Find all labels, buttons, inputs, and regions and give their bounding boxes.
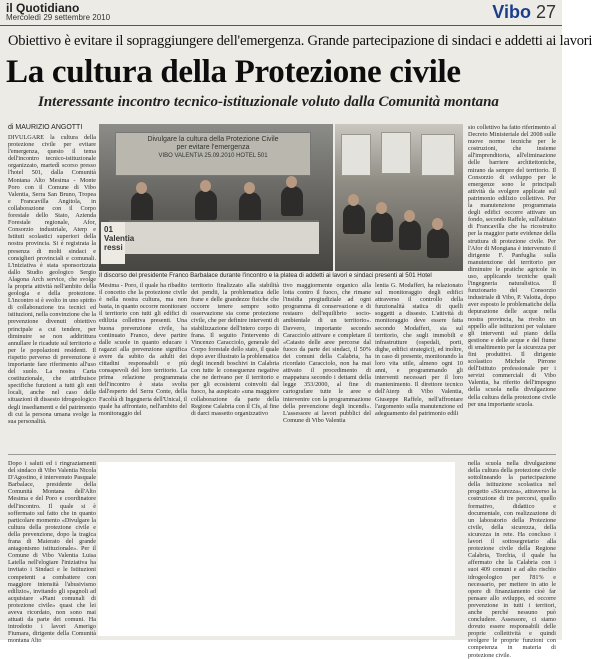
speaker-head-2 bbox=[200, 180, 211, 192]
photo-speaker-panel bbox=[99, 124, 333, 271]
section-divider bbox=[8, 454, 556, 455]
event-banner bbox=[115, 132, 311, 176]
audience-head-3 bbox=[404, 210, 415, 222]
article-column-2: Mesima - Poro, il quale ha ribadito il concetto che la protezione civile è nella nostra cultura, ma non basta, in quanto occorre monitorare il territorio con tutti gli edifici di edilizia collettiva presenti. Una buona prevenzione civile, ha continuato Franco, deve partire dalle scuole in quanto educare i ragazzi alla prevenzione significa avere da subito da adulti dei cittadini responsabili e più consapevoli del loro territorio. La prima relazione programmata dell'incontro è stata svolta dall'esperto del Serra Conte, della Facoltà di Ingegneria dell'Unical, il quale ha affrontato, nell'ambito del monitoraggio del bbox=[99, 282, 187, 417]
speaker-figure-3 bbox=[239, 192, 261, 222]
audience-head-2 bbox=[376, 202, 387, 214]
issue-date: Mercoledì 29 settembre 2010 bbox=[6, 13, 111, 22]
window-3 bbox=[421, 134, 455, 176]
blank-area bbox=[98, 462, 455, 636]
banner-line-2: per evitare l'emergenza bbox=[176, 144, 250, 151]
article-overline: Obiettivo è evitare il sopraggiungere dell'emergenza. Grande partecipazione di sindaci e addetti ai lavori bbox=[8, 33, 592, 49]
speaker-figure-1 bbox=[131, 192, 153, 222]
article-column-right-top: sio collettivo ha fatto riferimento al Decreto Ministeriale del 2008 sulle nuove norme tecniche per le costruzioni, che insieme all'imprenditoria, all'eliminazione delle barriere architettoniche, mirano da sempre del territorio. Il Consorzio di sviluppo per le emergenze sono le principali attività da svolgere applicate sul patrimonio edilizio collettivo. Per la manutenzione programmata degli edifici occorre attivare un fondo, secondo Raffele, sull'abitato di Francavilla che ha ricostruito per la maggior parte evidenze della struttura di protezione civile. Per l'Afor di Mongiana è intervenuto il dirigente F. Panfuglia sulla manutenzione del territorio per diminuire le pratiche agricole in uso, applicando tecniche quali l'ingegneria naturalistica. Il funzionario del Consorzio industriale di Vibo, P. Valotta, dopo aver esposto le problematiche della depurazione delle acque nella nostra provincia, ha rivolto un appello alle istituzioni per valutare gli interventi sul piano della gestione e delle acque e del fiume di smaltimento per la sicurezza per fini produttivi. Il dirigente scolastico Michele Pirrone dell'Istituto professionale per i servizi commerciali di Vibo Valentia, ha riferito dell'impegno della scuola nella divulgazione della cultura della protezione civile per una importante scuola. bbox=[468, 124, 556, 408]
article-column-5: lentia G. Modafferi, ha relazionato sul monitoraggio degli edifici attraverso il controllo della funzionalità statica di quelli soggetti a dissesto. L'attività di monitoraggio deve essere fatta secondo Modafferi, sia sul territorio, che sugli immobili e infrastrutture (ospedali, porti, dighe, edifici strategici), ed inoltre, in caso di presente, monitorando la loro vita utile, almeno ogni 10 anni, e programmando gli interventi necessari per il loro mantenimento. Il direttore tecnico dell'Aterp di Vibo Valentia, Giuseppe Raffele, nell'affrontare l'argomento sulla manutenzione ed adeguamento del patrimonio edili bbox=[375, 282, 463, 417]
audience-figure-2 bbox=[371, 212, 393, 242]
article-subhead: Interessante incontro tecnico-istituzionale voluto dalla Comunità montana bbox=[38, 94, 499, 110]
banner-line-3: VIBO VALENTIA 25.09.2010 HOTEL 501 bbox=[158, 153, 268, 159]
audience-head-1 bbox=[348, 194, 359, 206]
article-column-1: DIVULGARE la cultura della protezione civile per evitare l'emergenza, questo il tema dell'incontro tecnico-istituzionale organizzato, martedì scorso presso l'hotel 501, dalla Comunità Montana Alto Mesima - Monte Poro con il Comune di Vibo Valentia, Serra San Bruno, Tropea e Francavilla Angitola, in collaborazione con il Corpo forestale dello Stato, Azienda Forestale regionale, Afor, Consorzio industriale, Aterp e Istituti scolastici superiori della nostra provincia. Si è registrata la presenza di molti sindaci e consiglieri provinciali e comunali. L'iniziativa è stata sponsorizzata dallo Studio geologico Sergio Alagona Arch service, che svolge la propria attività nell'ambito della geologia e della protezione. L'incontro si è svolto in uno spirito di collaborazione tra tecnici ed istituzioni, nella convinzione che la prevenzione divenuti obiettivo principale a cui tendere, per diminuire se non addirittura annullare le ricadute sul territorio e per le popolazioni residenti. Il rispetto perverso di prevenzione è importante fare riferimento all'uso del suolo. La nostra Carta costituzionale, che attribuisce specifiche funzioni a tutti gli enti locali, anche nel caso delle situazioni di dissesto idrogeologico degli insediamenti e del patrimonio di cui la persona umana svolge la sua personalità. bbox=[8, 134, 96, 425]
audience-head-4 bbox=[432, 218, 443, 230]
speaker-head-3 bbox=[244, 182, 255, 194]
page-header bbox=[0, 0, 562, 26]
section-name: Vibo bbox=[492, 2, 531, 22]
section-page-label bbox=[492, 2, 556, 23]
window-2 bbox=[381, 132, 411, 174]
article-column-bottom-left: Dopo i saluti ed i ringraziamenti del sindaco di Vibo Valentia Nicola D'Agostino, è intervenuto Pasquale Barbalace, presidente della Comunità Montana dell'Alto Mesima e del Poro e coordinatore dell'incontro. Il quale si è soffermato sul fatto che in quanto particolare momento «Divulgare la cultura della protezione civile e della prevenzione, dopo la tragica frana di Maierato del grande antagonismo istituzionale». Per il Comune di Vibo Valentia Luisa Latella nell'elogiare l'iniziativa ha invitato i Sindaci e le Istituzioni competenti a combattere con maggiore intensità l'abusivismo edilizio», invitando gli spagnoli ad acquistare «Piani comunali di protezione civile» quasi che lei aveva ricordato, non sono mai attuati da parte dei comuni. Ha introdotto i lavori Amerigo Fiumara, dirigente della Comunità montana Alto bbox=[8, 460, 96, 645]
photo-audience bbox=[335, 124, 463, 271]
event-sign: 01 Valentia ressi bbox=[101, 222, 125, 264]
audience-figure-1 bbox=[343, 204, 365, 234]
photo-caption: Il discorso del presidente Franco Barbalace durante l'incontro e la platea di addetti ai lavori e sindaci presenti al 501 Hotel bbox=[99, 272, 432, 279]
speaker-head-4 bbox=[286, 176, 297, 188]
audience-figure-4 bbox=[427, 228, 449, 258]
speaker-head-1 bbox=[136, 182, 147, 194]
speaker-figure-2 bbox=[195, 190, 217, 220]
page-number: 27 bbox=[535, 2, 556, 22]
window-1 bbox=[341, 134, 371, 176]
article-column-3: territorio finalizzato alla stabilità dei pendii, la problematica delle frane e delle grandezze fisiche che occorre tenere sempre sotto osservazione sia come protezione civile, che per definire interventi di stabilizzazione dell'intero corpo di frana. Il seguito l'intervento di Vincenzo Caracciolo, generale del Corpo forestale dello stato, il quale dopo aver illustrato la problematica degli incendi boschivi in Calabria con tutte le conseguenze negative che ne derivano per il territorio e per gli ecosistemi coinvolti dal fuoco, ha auspicato «una maggiore collaborazione da parte della Regione Calabria con il Cfs, al fine di darci massetto organizzativo bbox=[191, 282, 279, 417]
masthead: il Quotidiano bbox=[6, 1, 80, 15]
article-headline: La cultura della Protezione civile bbox=[6, 54, 461, 90]
byline: di MAURIZIO ANGOTTI bbox=[8, 124, 83, 131]
article-column-4: tivo maggiormente organico alla lotta contro il fuoco, che rimane l'insidia pregiudiziale ad ogni programma di conservazione e di restauro dell'equilibrio socio-ambientale di un territorio». Davvero, importante secondo Caracciolo attivare e completare il «Catasto delle aree percorse dal fuoco da parte dei sindaci, il 50% dei comuni della Calabria, ha ricordato Caracciolo, non ha mai attivato il procedimento di mappatura secondo i dettami della legge 353/2000, al fine di cartografare tutte le aree e intervenire con la programmazione della prevenzione degli incendi». L'assessore ai lavori pubblici del Comune di Vibo Valentia bbox=[283, 282, 371, 424]
banner-line-1: Divulgare la cultura della Protezione Civile bbox=[147, 136, 279, 143]
article-column-bottom-right: nella scuola nella divulgazione della cultura della protezione civile sottolineando la partecipazione della istituzione scolastica nel progetto «Sicurezza», attraverso la costruzione di tre percorsi, quello formativo, didattico e documentale, con realizzazione di un laboratorio della Protezione civile, della sicurezza, della sicurezza in rete. Ha concluso i lavori il sottosegretario alla protezione civile della Regione Calabria, Torchia, il quale ha affermato che la Calabria con i suoi 409 comuni e ad alto rischio idrogeologico per l'81% e necessario, per mettere in atto le opere di finanziamento cioè far pensare allo sviluppo, ed occorre prevenzione in tutti i territori, anche perché nessuno può concludere. Assessore, ci siamo dovuto essere responsabili delle proprie collettività e quindi svolgere le proprie funzioni con competenza in materia di protezione civile. bbox=[468, 460, 556, 659]
speaker-figure-4 bbox=[281, 186, 303, 216]
speaker-table bbox=[109, 220, 319, 254]
audience-figure-3 bbox=[399, 220, 421, 250]
